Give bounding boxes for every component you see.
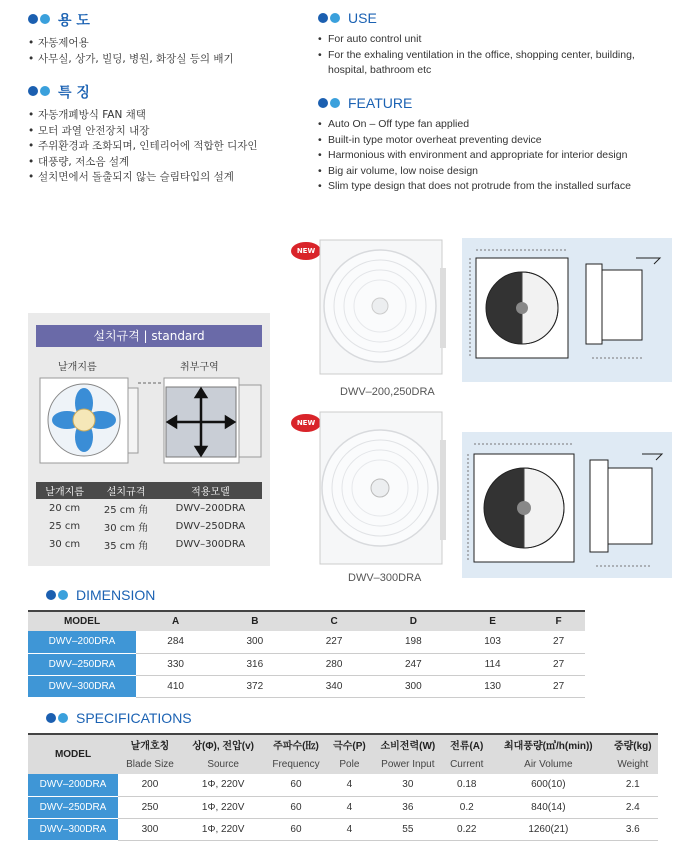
install-diagram [36, 373, 262, 473]
table-cell: 20 cm [49, 502, 81, 514]
dimension-title: DIMENSION [46, 587, 155, 603]
technical-drawing-2 [462, 432, 672, 578]
header-cell: 극수(P) [328, 734, 372, 754]
list-item: • 주위환경과 조화되며, 인테리어에 적합한 디자인 [28, 139, 258, 155]
list-item: • Big air volume, low noise design [318, 164, 678, 180]
table-cell: 4 [328, 796, 372, 818]
table-cell: 340 [294, 675, 373, 697]
header-cell: Blade Size [118, 754, 182, 774]
list-item: • 자동개폐방식 FAN 채택 [28, 108, 258, 124]
table-cell: 0.22 [444, 818, 489, 840]
table-row [36, 535, 262, 553]
table-cell: 36 [371, 796, 444, 818]
model-cell: DWV–300DRA [28, 818, 118, 840]
list-item: • Harmonious with environment and appropriate for interior design [318, 148, 678, 164]
table-cell: 0.2 [444, 796, 489, 818]
table-cell: 60 [264, 818, 327, 840]
product-image-200-250 [318, 238, 446, 380]
table-cell: 103 [453, 631, 532, 653]
header-cell: 최대풍량(㎥/h(min)) [489, 734, 608, 754]
table-cell: 300 [374, 675, 453, 697]
header-cell: B [215, 611, 294, 631]
header-cell: Current [444, 754, 489, 774]
model-cell: DWV–300DRA [28, 675, 136, 697]
table-cell: 284 [136, 631, 215, 653]
table-row [28, 675, 585, 697]
table-cell: 200 [118, 774, 182, 796]
specifications-table [28, 733, 658, 841]
list-item: • 자동제어용 [28, 36, 234, 52]
table-cell: 55 [371, 818, 444, 840]
table-cell: DWV–250DRA [175, 520, 246, 532]
features-en-list [318, 117, 678, 195]
table-cell: 27 [532, 653, 585, 675]
features-ko-section [28, 82, 258, 186]
table-row [36, 517, 262, 535]
usage-ko-title: 용 도 [28, 10, 234, 30]
technical-drawing-1 [462, 238, 672, 382]
standard-title: 설치규격 | standard [36, 325, 262, 347]
product-caption-1: DWV–200,250DRA [340, 386, 435, 398]
list-item: • Slim type design that does not protrude from the installed surface [318, 179, 678, 195]
table-cell: 300 [118, 818, 182, 840]
usage-en-title: USE [318, 10, 668, 26]
table-cell: 27 [532, 631, 585, 653]
list-item: • 대풍량, 저소음 설계 [28, 155, 258, 171]
usage-ko-section [28, 10, 234, 67]
table-subheader-row [28, 754, 658, 774]
table-row [36, 499, 262, 517]
header-cell: MODEL [28, 611, 136, 631]
table-cell: 30 [371, 774, 444, 796]
table-cell: 330 [136, 653, 215, 675]
table-cell: 227 [294, 631, 373, 653]
model-cell: DWV–250DRA [28, 796, 118, 818]
header-cell: 중량(kg) [608, 734, 658, 754]
table-cell: 25 cm 角 [103, 504, 149, 516]
bullet-dots-icon [28, 84, 52, 100]
bullet-dots-icon [318, 95, 342, 111]
bullet-dots-icon [46, 587, 70, 603]
table-cell: 3.6 [608, 818, 658, 840]
table-cell: 250 [118, 796, 182, 818]
table-cell: 130 [453, 675, 532, 697]
table-cell: 35 cm 角 [103, 540, 149, 552]
table-header-row [28, 734, 658, 754]
features-en-section [318, 95, 678, 195]
header-cell: 소비전력(W) [371, 734, 444, 754]
table-cell: 600(10) [489, 774, 608, 796]
header-cell: 날개지름 [36, 482, 93, 499]
table-cell: 1Φ, 220V [182, 774, 264, 796]
list-item: • 모터 과열 안전장치 내장 [28, 124, 258, 140]
header-cell: E [453, 611, 532, 631]
specifications-title: SPECIFICATIONS [46, 710, 192, 726]
table-cell: 280 [294, 653, 373, 675]
header-cell: 전류(A) [444, 734, 489, 754]
list-item: • Auto On – Off type fan applied [318, 117, 678, 133]
header-cell: C [294, 611, 373, 631]
header-cell: 적용모델 [159, 482, 262, 499]
table-cell: 27 [532, 675, 585, 697]
product-image-300 [318, 410, 446, 570]
list-item: • 설치면에서 돌출되지 않는 슬림타입의 설계 [28, 170, 258, 186]
table-cell: 0.18 [444, 774, 489, 796]
table-cell: 840(14) [489, 796, 608, 818]
list-item: • 사무실, 상가, 빌딩, 병원, 화장실 등의 배기 [28, 52, 234, 68]
product-caption-2: DWV–300DRA [348, 572, 422, 584]
table-cell: DWV–200DRA [175, 502, 246, 514]
usage-ko-list [28, 36, 234, 67]
table-row [28, 653, 585, 675]
table-cell: 1Φ, 220V [182, 818, 264, 840]
table-cell: DWV–300DRA [175, 538, 246, 550]
standard-panel [28, 313, 270, 566]
table-row [28, 631, 585, 653]
table-cell: 4 [328, 818, 372, 840]
table-row [28, 818, 658, 840]
header-cell: MODEL [28, 734, 118, 774]
header-cell: 상(Φ), 전압(v) [182, 734, 264, 754]
bullet-dots-icon [28, 12, 52, 28]
table-cell: 247 [374, 653, 453, 675]
dimension-table [28, 610, 585, 698]
standard-table [36, 482, 262, 553]
table-header-row [36, 482, 262, 499]
list-item: • For auto control unit [318, 32, 668, 48]
table-row [28, 774, 658, 796]
table-cell: 1260(21) [489, 818, 608, 840]
features-ko-title: 특 징 [28, 82, 258, 102]
header-cell: F [532, 611, 585, 631]
usage-en-section [318, 10, 668, 79]
table-cell: 60 [264, 774, 327, 796]
new-badge: NEW [291, 414, 321, 432]
table-row [28, 796, 658, 818]
features-ko-list [28, 108, 258, 186]
table-cell: 300 [215, 631, 294, 653]
table-cell: 25 cm [49, 520, 81, 532]
table-cell: 4 [328, 774, 372, 796]
header-cell: A [136, 611, 215, 631]
table-cell: 372 [215, 675, 294, 697]
list-item: • Built-in type motor overheat preventing device [318, 133, 678, 149]
table-cell: 30 cm [49, 538, 81, 550]
bullet-dots-icon [46, 710, 70, 726]
bullet-dots-icon [318, 10, 342, 26]
table-cell: 2.4 [608, 796, 658, 818]
new-badge: NEW [291, 242, 321, 260]
install-area-label: 취부구역 [180, 362, 219, 373]
table-cell: 410 [136, 675, 215, 697]
header-cell: 설치규격 [93, 482, 159, 499]
header-cell: 날개호칭 [118, 734, 182, 754]
header-cell: Power Input [371, 754, 444, 774]
usage-en-list [318, 32, 668, 79]
model-cell: DWV–250DRA [28, 653, 136, 675]
table-cell: 30 cm 角 [103, 522, 149, 534]
table-header-row [28, 611, 585, 631]
table-cell: 2.1 [608, 774, 658, 796]
model-cell: DWV–200DRA [28, 774, 118, 796]
table-cell: 198 [374, 631, 453, 653]
header-cell: Air Volume [489, 754, 608, 774]
model-cell: DWV–200DRA [28, 631, 136, 653]
features-en-title: FEATURE [318, 95, 678, 111]
table-cell: 1Φ, 220V [182, 796, 264, 818]
header-cell: Weight [608, 754, 658, 774]
table-cell: 316 [215, 653, 294, 675]
header-cell: 주파수(㎐) [264, 734, 327, 754]
header-cell: Frequency [264, 754, 327, 774]
header-cell: Source [182, 754, 264, 774]
blade-diameter-label: 날개지름 [58, 362, 97, 373]
table-cell: 60 [264, 796, 327, 818]
list-item: • For the exhaling ventilation in the office, shopping center, building, hospital, bathroom etc [318, 48, 668, 79]
table-cell: 114 [453, 653, 532, 675]
header-cell: Pole [328, 754, 372, 774]
header-cell: D [374, 611, 453, 631]
